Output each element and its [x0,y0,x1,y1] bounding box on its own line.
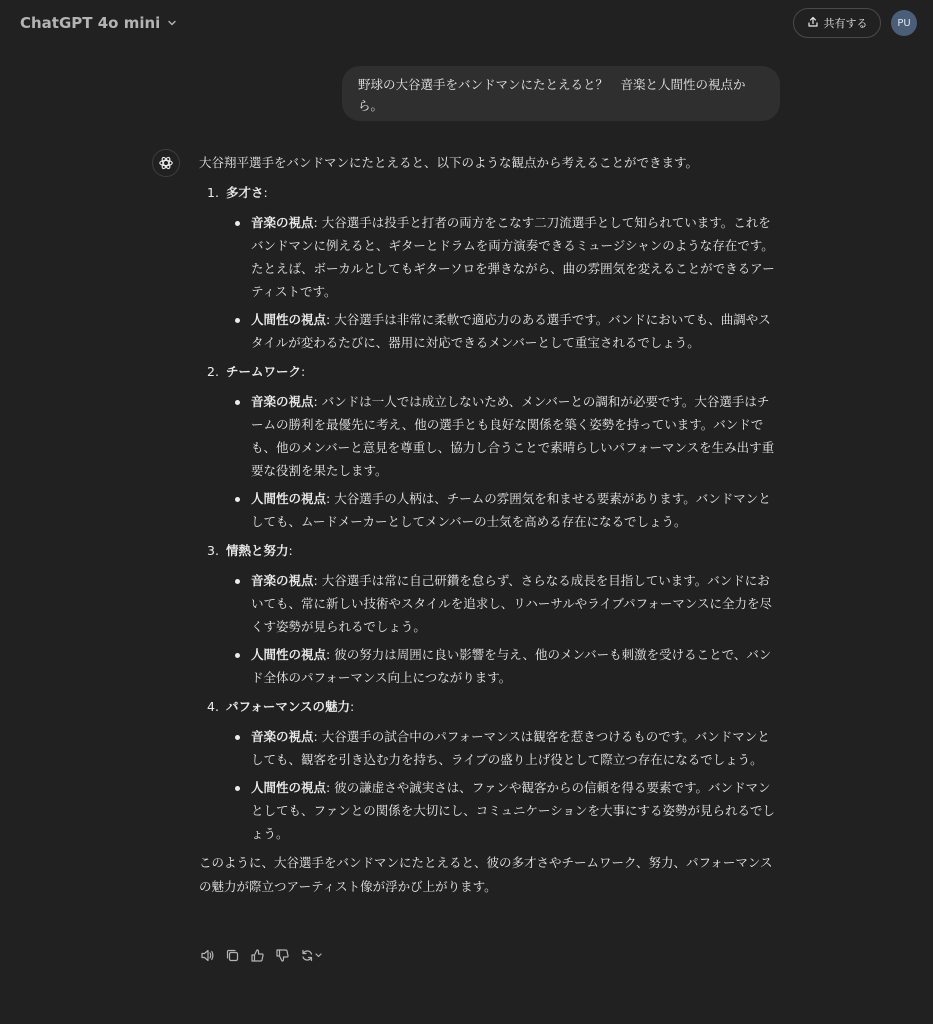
section-number: 2. [207,364,219,379]
assistant-message [199,151,779,899]
bullet-point [226,308,779,354]
copy-icon[interactable] [224,947,241,964]
bullet-point [226,569,779,638]
section-item [199,181,779,354]
section-title: 情熱と努力 [226,543,289,558]
section-colon: : [263,185,268,200]
point-text: : 大谷選手の試合中のパフォーマンスは観客を惹きつけるものです。バンドマンとしても、観客を引き込む力を持ち、ライブの盛り上げ役として際立つ存在になるでしょう。 [251,729,770,767]
bullet-point [226,211,779,303]
section-item [199,360,779,533]
section-colon: : [301,364,306,379]
bullet-point [226,487,779,533]
point-text: : 彼の努力は周囲に良い影響を与え、他のメンバーも刺激を受けることで、バンド全体のパフォーマンス向上につながります。 [251,647,772,685]
bullet-point [226,643,779,689]
thumbs-down-icon[interactable] [274,947,291,964]
share-button[interactable] [793,8,881,38]
assistant-logo-icon [152,149,180,177]
user-avatar[interactable]: PU [891,10,917,36]
thumbs-up-icon[interactable] [249,947,266,964]
bullet-point [226,776,779,845]
point-label: 音楽の視点 [251,394,314,409]
section-list [199,181,779,845]
section-item [199,695,779,845]
point-text: : 彼の謙虚さや誠実さは、ファンや観客からの信頼を得る要素です。バンドマンとしても、ファンとの関係を大切にし、コミュニケーションを大事にする姿勢が見られるでしょう。 [251,780,775,841]
point-text: : バンドは一人では成立しないため、メンバーとの調和が必要です。大谷選手はチームの勝利を最優先に考え、他の選手とも良好な関係を築く姿勢を持っています。バンドでも、他のメンバーと意見を尊重し、協力し合うことで素晴らしいパフォーマンスを生み出す重要な役割を果たします。 [251,394,775,478]
section-colon: : [288,543,293,558]
assistant-conclusion: このように、大谷選手をバンドマンにたとえると、彼の多才さやチームワーク、努力、パフォーマンスの魅力が際立つアーティスト像が浮かび上がります。 [199,855,773,894]
point-label: 人間性の視点 [251,312,327,327]
point-text: : 大谷選手は常に自己研鑽を怠らず、さらなる成長を目指しています。バンドにおいても、常に新しい技術やスタイルを追求し、リハーサルやライブパフォーマンスに全力を尽くす姿勢が見られるでしょう。 [251,573,773,634]
point-label: 人間性の視点 [251,780,327,795]
chevron-down-icon [316,954,321,957]
speaker-icon[interactable] [199,947,216,964]
point-text: : 大谷選手の人柄は、チームの雰囲気を和ませる要素があります。バンドマンとしても、ムードメーカーとしてメンバーの士気を高める存在になるでしょう。 [251,491,771,529]
section-colon: : [350,699,355,714]
regenerate-icon[interactable] [299,947,325,964]
point-label: 人間性の視点 [251,491,327,506]
chevron-down-icon [166,17,178,29]
section-number: 3. [207,543,219,558]
section-title: 多才さ [226,185,264,200]
bullet-point [226,725,779,771]
section-number: 4. [207,699,219,714]
model-name: ChatGPT 4o mini [20,14,161,32]
point-label: 音楽の視点 [251,215,314,230]
bullet-point [226,390,779,482]
point-label: 音楽の視点 [251,573,314,588]
section-title: パフォーマンスの魅力 [226,699,351,714]
point-text: : 大谷選手は投手と打者の両方をこなす二刀流選手として知られています。これをバンドマンに例えると、ギターとドラムを両方演奏できるミュージシャンのような存在です。たとえば、ボーカルとしてもギターソロを弾きながら、曲の雰囲気を変えることができるアーティストです。 [251,215,775,299]
point-text: : 大谷選手は非常に柔軟で適応力のある選手です。バンドにおいても、曲調やスタイルが変わるたびに、器用に対応できるメンバーとして重宝されるでしょう。 [251,312,771,350]
share-label: 共有する [823,17,868,30]
message-actions [199,946,325,964]
user-message: 野球の大谷選手をバンドマンにたとえると？ 音楽と人間性の視点から。 [342,66,780,121]
point-label: 音楽の視点 [251,729,314,744]
section-item [199,539,779,689]
model-selector[interactable] [12,8,186,38]
assistant-intro: 大谷翔平選手をバンドマンにたとえると、以下のような観点から考えることができます。 [199,155,699,170]
point-label: 人間性の視点 [251,647,327,662]
section-number: 1. [207,185,219,200]
section-title: チームワーク [226,364,302,379]
share-icon [807,16,819,31]
top-bar [0,0,933,46]
